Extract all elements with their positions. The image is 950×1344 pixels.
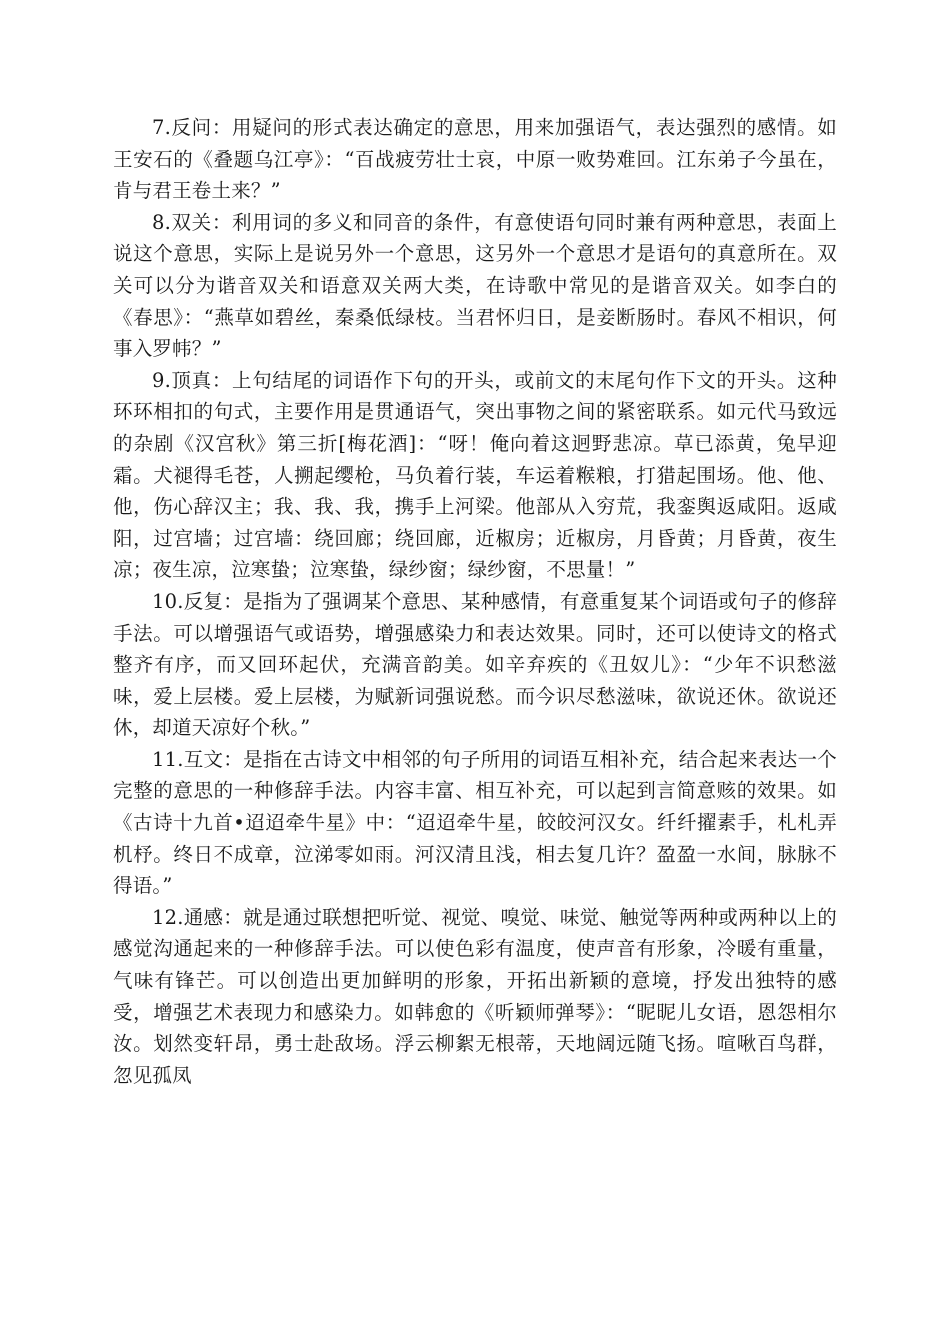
paragraph-pun: 8.双关：利用词的多义和同音的条件，有意使语句同时兼有两种意思，表面上说这个意思，实际上是说另外一个意思，这另外一个意思才是语句的真意所在。双关可以分为谐音双关和语意双关两大类，在诗歌中常见的是谐音双关。如李白的《春思》：“燕草如碧丝，秦桑低绿枝。当君怀归日，是妾断肠时。春风不相识，何事入罗帏？” [113, 210, 837, 361]
paragraph-anadiplosis: 9.顶真：上句结尾的词语作下句的开头，或前文的末尾句作下文的开头。这种环环相扣的句式，主要作用是贯通语气，突出事物之间的紧密联系。如元代马致远的杂剧《汉宫秋》第三折[梅花酒]：“呀！俺向着这迥野悲凉。草已添黄，兔早迎霜。犬褪得毛苍，人搠起缨枪，马负着行装，车运着糇粮，打猎起围场。他、他、他，伤心辞汉主；我、我、我，携手上河梁。他部从入穷荒，我銮舆返咸阳。返咸阳，过宫墙；过宫墙：绕回廊；绕回廊，近椒房；近椒房，月昏黄；月昏黄，夜生凉；夜生凉，泣寒蛰；泣寒蛰，绿纱窗；绿纱窗，不思量！” [113, 368, 837, 582]
paragraph-synesthesia: 12.通感：就是通过联想把听觉、视觉、嗅觉、味觉、触觉等两种或两种以上的感觉沟通起来的一种修辞手法。可以使色彩有温度，使声音有形象，冷暖有重量，气味有锋芒。可以创造出更加鲜明的形象，开拓出新颖的意境，抒发出独特的感受，增强艺术表现力和感染力。如韩愈的《听颖师弹琴》：“昵昵儿女语，恩怨相尔汝。划然变轩昂，勇士赴敌场。浮云柳絮无根蒂，天地阔远随飞扬。喧啾百鸟群，忽见孤凤 [113, 905, 837, 1087]
paragraph-rhetorical-question: 7.反问：用疑问的形式表达确定的意思，用来加强语气，表达强烈的感情。如王安石的《叠题乌江亭》：“百战疲劳壮士哀，中原一败势难回。江东弟子今虽在，肯与君王卷土来？” [113, 116, 837, 203]
paragraph-repetition: 10.反复：是指为了强调某个意思、某种感情，有意重复某个词语或句子的修辞手法。可以增强语气或语势，增强感染力和表达效果。同时，还可以使诗文的格式整齐有序，而又回环起伏，充满音韵美。如辛弃疾的《丑奴儿》：“少年不识愁滋味，爱上层楼。爱上层楼，为赋新词强说愁。而今识尽愁滋味，欲说还休。欲说还休，却道天凉好个秋。” [113, 589, 837, 740]
paragraph-intertextuality: 11.互文：是指在古诗文中相邻的句子所用的词语互相补充，结合起来表达一个完整的意思的一种修辞手法。内容丰富、相互补充，可以起到言简意赅的效果。如《古诗十九首•迢迢牵牛星》中：“迢迢牵牛星，皎皎河汉女。纤纤擢素手，札札弄机杼。终日不成章，泣涕零如雨。河汉清且浅，相去复几许？盈盈一水间，脉脉不得语。” [113, 747, 837, 898]
document-body [113, 112, 837, 1091]
